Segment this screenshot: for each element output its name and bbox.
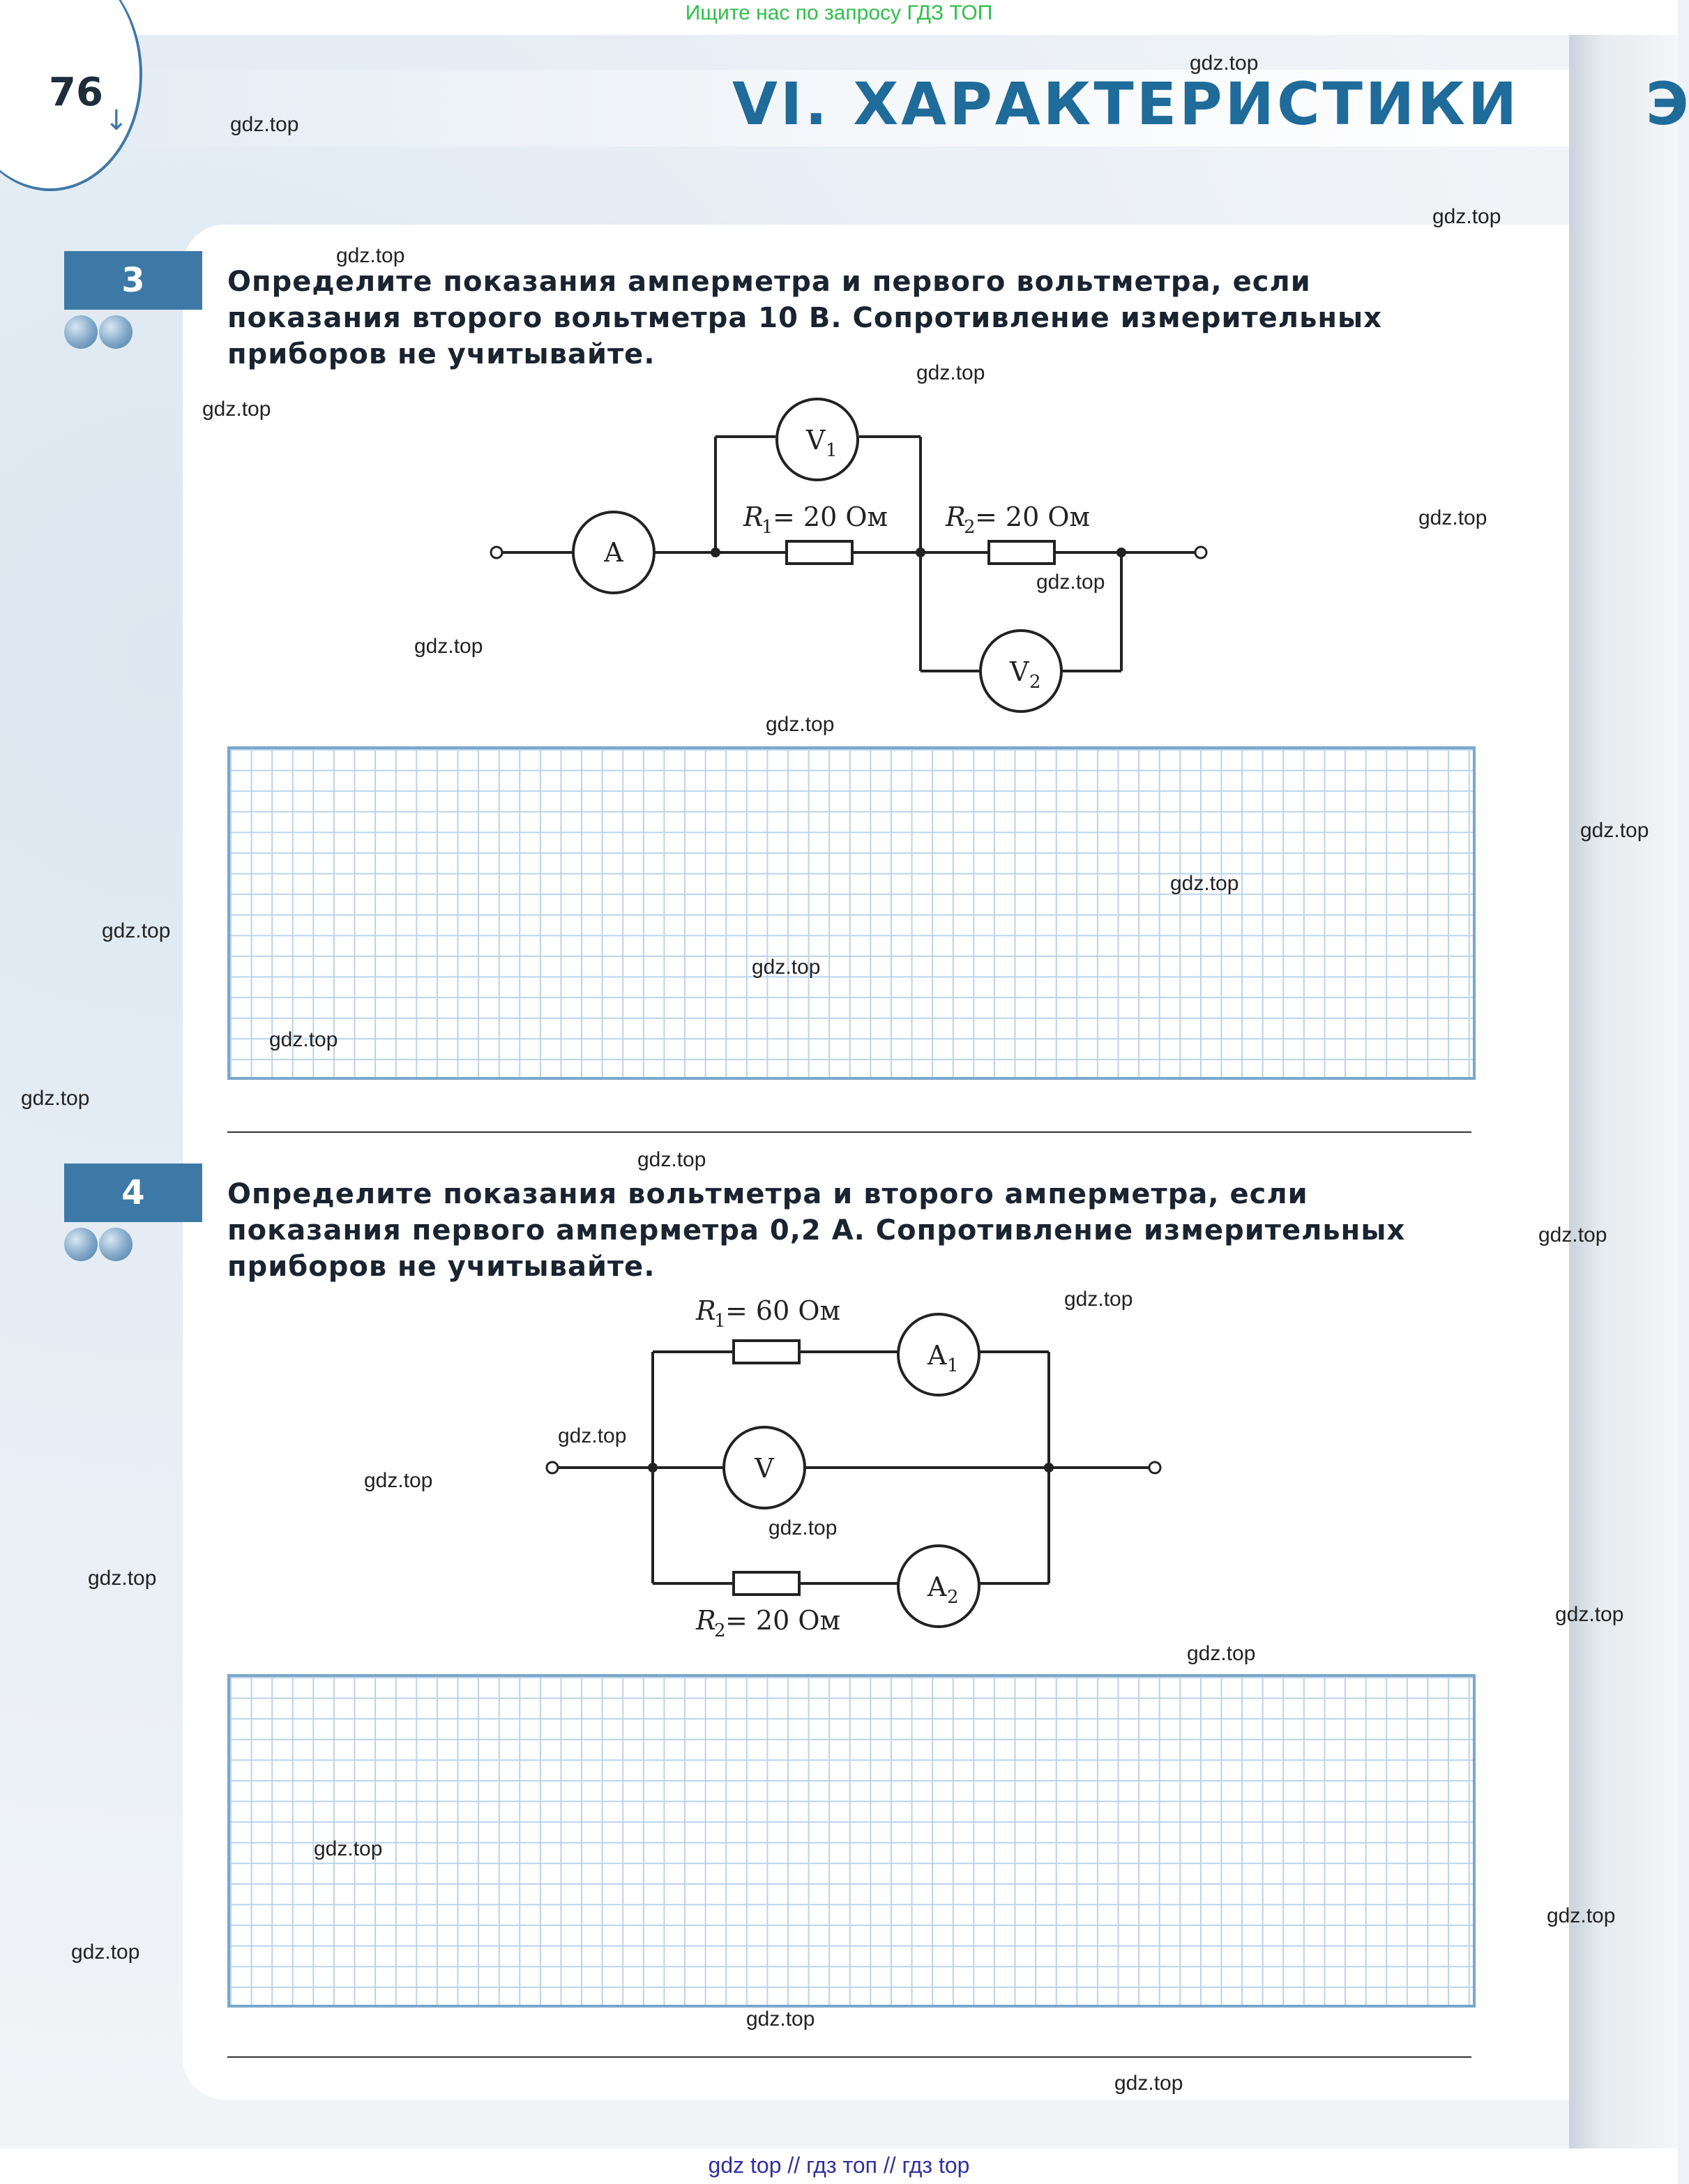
voltmeter-1-sub: 1: [826, 440, 838, 461]
watermark: gdz.top: [1036, 571, 1105, 594]
ammeter-1-sub: 1: [947, 1355, 959, 1376]
chapter-title: VI. ХАРАКТЕРИСТИКИ: [732, 70, 1520, 138]
watermark: gdz.top: [1114, 2072, 1183, 2095]
r2-sub: 2: [964, 517, 976, 538]
voltmeter-2-sub: 2: [1029, 672, 1041, 693]
task-3-line: Определите показания амперметра и первого вольтметра, если: [227, 266, 1311, 298]
answer-line-3: [227, 1131, 1471, 1133]
resistor-r1: [734, 1341, 799, 1363]
task-3-text: [227, 264, 1441, 372]
junction-node: [1116, 548, 1126, 557]
terminal-left: [491, 547, 502, 558]
watermark: gdz.top: [1555, 1603, 1624, 1626]
ammeter-2-sub: 2: [947, 1587, 959, 1608]
task-3-badge: 3: [64, 251, 202, 310]
watermark: gdz.top: [1432, 205, 1501, 228]
voltmeter-1-label: V: [806, 425, 826, 455]
watermark: gdz.top: [314, 1837, 383, 1860]
junction-node: [1044, 1463, 1054, 1473]
next-page-edge: [1569, 35, 1678, 2149]
arrow-icon: ↓: [105, 105, 128, 137]
watermark: gdz.top: [269, 1028, 338, 1051]
ammeter-2-label: A: [927, 1572, 947, 1602]
page-number: 76: [49, 70, 103, 115]
answer-line-4: [227, 2056, 1471, 2058]
task-3-line: приборов не учитывайте.: [227, 338, 656, 370]
terminal-left: [547, 1462, 558, 1473]
task-4-line: показания первого амперметра 0,2 А. Сопротивление измерительных: [227, 1214, 1406, 1247]
difficulty-dots-icon: [64, 1228, 141, 1263]
watermark: gdz.top: [746, 2008, 815, 2031]
watermark: gdz.top: [336, 244, 405, 267]
watermark: gdz.top: [414, 635, 483, 658]
circuit-diagram-3: [481, 398, 1220, 718]
task-4-line: Определите показания вольтметра и второго амперметра, если: [227, 1178, 1308, 1210]
watermark: gdz.top: [637, 1148, 706, 1171]
r2-sub: 2: [714, 1620, 726, 1641]
voltmeter-2-label: V: [1010, 656, 1029, 687]
r1-value: = 60 Ом: [725, 1295, 841, 1326]
watermark: gdz.top: [752, 956, 821, 979]
watermark: gdz.top: [558, 1424, 627, 1447]
watermark: gdz.top: [1418, 506, 1487, 529]
watermark: gdz.top: [916, 361, 985, 384]
watermark: gdz.top: [1064, 1288, 1133, 1311]
resistor-r2: [734, 1572, 799, 1595]
watermark: gdz.top: [766, 713, 835, 736]
task-4-badge: 4: [64, 1163, 202, 1222]
r2-label: R: [696, 1605, 716, 1636]
answer-grid-4[interactable]: [227, 1674, 1476, 2008]
watermark: gdz.top: [21, 1087, 90, 1110]
difficulty-dots-icon: [64, 315, 141, 350]
task-4-text: [227, 1176, 1441, 1285]
watermark: gdz.top: [1538, 1223, 1607, 1247]
watermark: gdz.top: [71, 1941, 140, 1964]
circuit-diagram-4: [530, 1290, 1186, 1653]
r1-sub: 1: [762, 517, 773, 538]
resistor-r2: [989, 541, 1054, 564]
resistor-r1: [787, 541, 852, 564]
junction-node: [916, 548, 925, 557]
junction-node: [648, 1463, 658, 1473]
watermark: gdz.top: [102, 919, 171, 942]
chapter-next-letter: Э: [1646, 70, 1689, 138]
watermark: gdz.top: [1547, 1904, 1616, 1927]
r1-sub: 1: [714, 1311, 726, 1332]
watermark: gdz.top: [230, 113, 299, 136]
r2-label: R: [946, 502, 966, 532]
watermark: gdz.top: [768, 1516, 838, 1539]
watermark: gdz.top: [202, 398, 271, 421]
task-3-line: показания второго вольтметра 10 В. Сопротивление измерительных: [227, 302, 1383, 334]
watermark: gdz.top: [364, 1469, 433, 1492]
terminal-right: [1149, 1462, 1160, 1473]
watermark: gdz.top: [88, 1567, 157, 1590]
watermark: gdz.top: [1187, 1642, 1256, 1665]
search-banner-text[interactable]: Ищите нас по запросу ГДЗ ТОП: [685, 1, 993, 24]
watermark: gdz.top: [1190, 52, 1259, 75]
task-4-line: приборов не учитывайте.: [227, 1251, 656, 1283]
ammeter-1-label: A: [927, 1340, 947, 1371]
watermark: gdz.top: [1170, 872, 1239, 895]
r2-value: = 20 Ом: [975, 502, 1091, 532]
voltmeter-label: V: [755, 1453, 774, 1484]
top-banner: [0, 0, 1678, 35]
r1-label: R: [743, 502, 764, 532]
terminal-right: [1195, 547, 1206, 558]
footer-links[interactable]: gdz top // гдз топ // гдз top: [0, 2148, 1678, 2184]
r1-value: = 20 Ом: [773, 502, 888, 532]
watermark: gdz.top: [1580, 819, 1649, 842]
ammeter-label: A: [604, 537, 623, 568]
answer-grid-3[interactable]: [227, 746, 1476, 1080]
r2-value: = 20 Ом: [725, 1605, 841, 1636]
junction-node: [711, 548, 720, 557]
r1-label: R: [696, 1295, 716, 1326]
